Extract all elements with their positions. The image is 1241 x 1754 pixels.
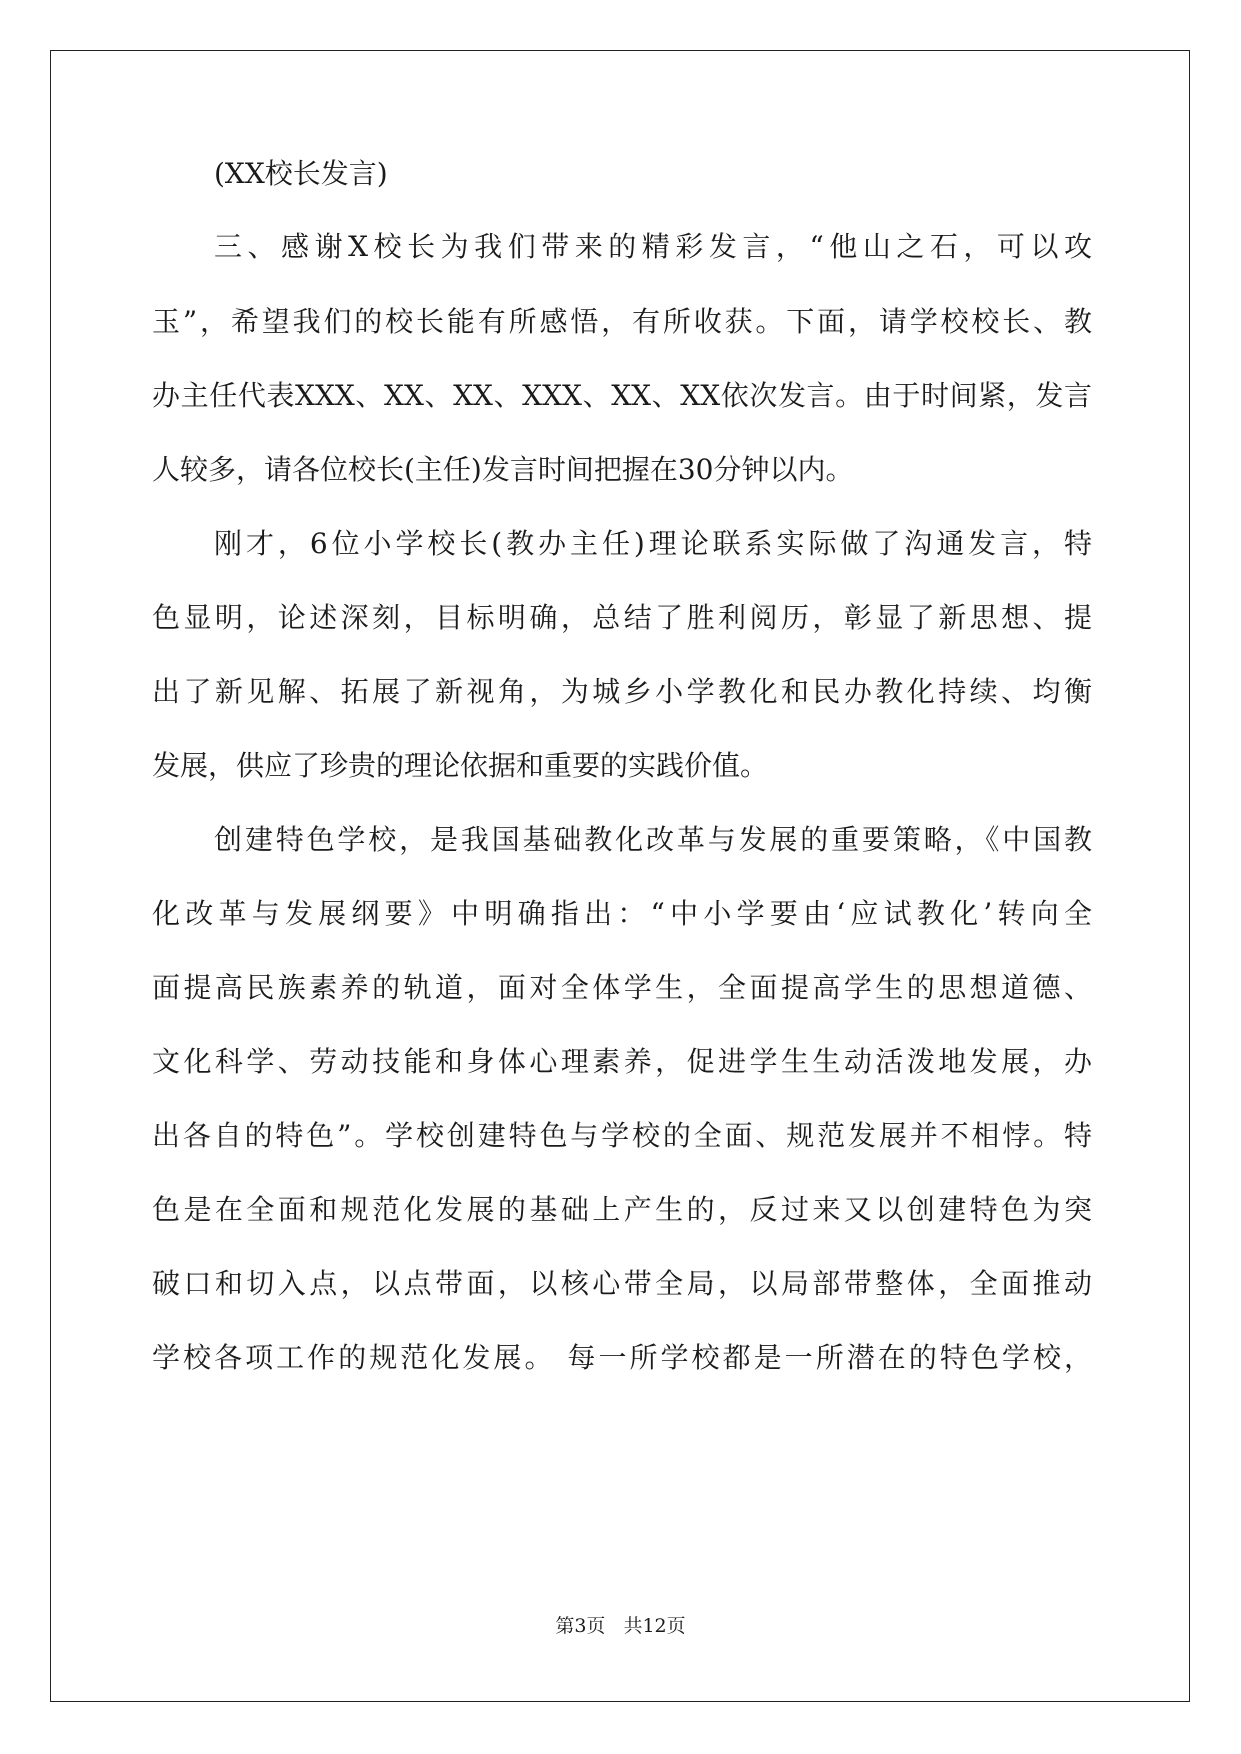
paragraph-line: 文化科学、劳动技能和身体心理素养，促进学生生动活泼地发展，办	[152, 1045, 1092, 1078]
paragraph-line: 三、感谢X校长为我们带来的精彩发言，“他山之石，可以攻	[214, 230, 1092, 263]
page-total: 共12页	[623, 1615, 686, 1637]
paragraph-line: 面提高民族素养的轨道，面对全体学生，全面提高学生的思想道德、	[152, 971, 1092, 1004]
paragraph-line: 刚才，6位小学校长(教办主任)理论联系实际做了沟通发言，特	[214, 527, 1092, 560]
page-number: 第3页	[555, 1615, 606, 1637]
paragraph-line: 出各自的特色”。学校创建特色与学校的全面、规范发展并不相悖。特	[152, 1119, 1092, 1152]
page-border	[50, 50, 1190, 1702]
paragraph-line: 创建特色学校，是我国基础教化改革与发展的重要策略，《中国教	[214, 823, 1092, 856]
paragraph-line: 人较多，请各位校长(主任)发言时间把握在30分钟以内。	[152, 453, 854, 486]
paragraph-line: 色显明，论述深刻，目标明确，总结了胜利阅历，彰显了新思想、提	[152, 601, 1092, 634]
paragraph-line: 破口和切入点，以点带面，以核心带全局，以局部带整体，全面推动	[152, 1267, 1092, 1300]
paragraph-line: 出了新见解、拓展了新视角，为城乡小学教化和民办教化持续、均衡	[152, 675, 1092, 708]
paragraph-line: 玉”，希望我们的校长能有所感悟，有所收获。下面，请学校校长、教	[152, 305, 1092, 338]
paragraph-line: 色是在全面和规范化发展的基础上产生的，反过来又以创建特色为突	[152, 1193, 1092, 1226]
page-footer	[0, 1614, 1241, 1638]
paragraph-line: 化改革与发展纲要》中明确指出：“中小学要由‘应试教化’转向全	[152, 897, 1092, 930]
paragraph-line: 发展，供应了珍贵的理论依据和重要的实践价值。	[152, 749, 769, 782]
paragraph-line: 办主任代表XXX、XX、XX、XXX、XX、XX依次发言。由于时间紧，发言	[152, 379, 1092, 412]
paragraph-line: (XX校长发言)	[214, 157, 388, 190]
paragraph-line: 学校各项工作的规范化发展。 每一所学校都是一所潜在的特色学校，	[152, 1341, 1092, 1374]
